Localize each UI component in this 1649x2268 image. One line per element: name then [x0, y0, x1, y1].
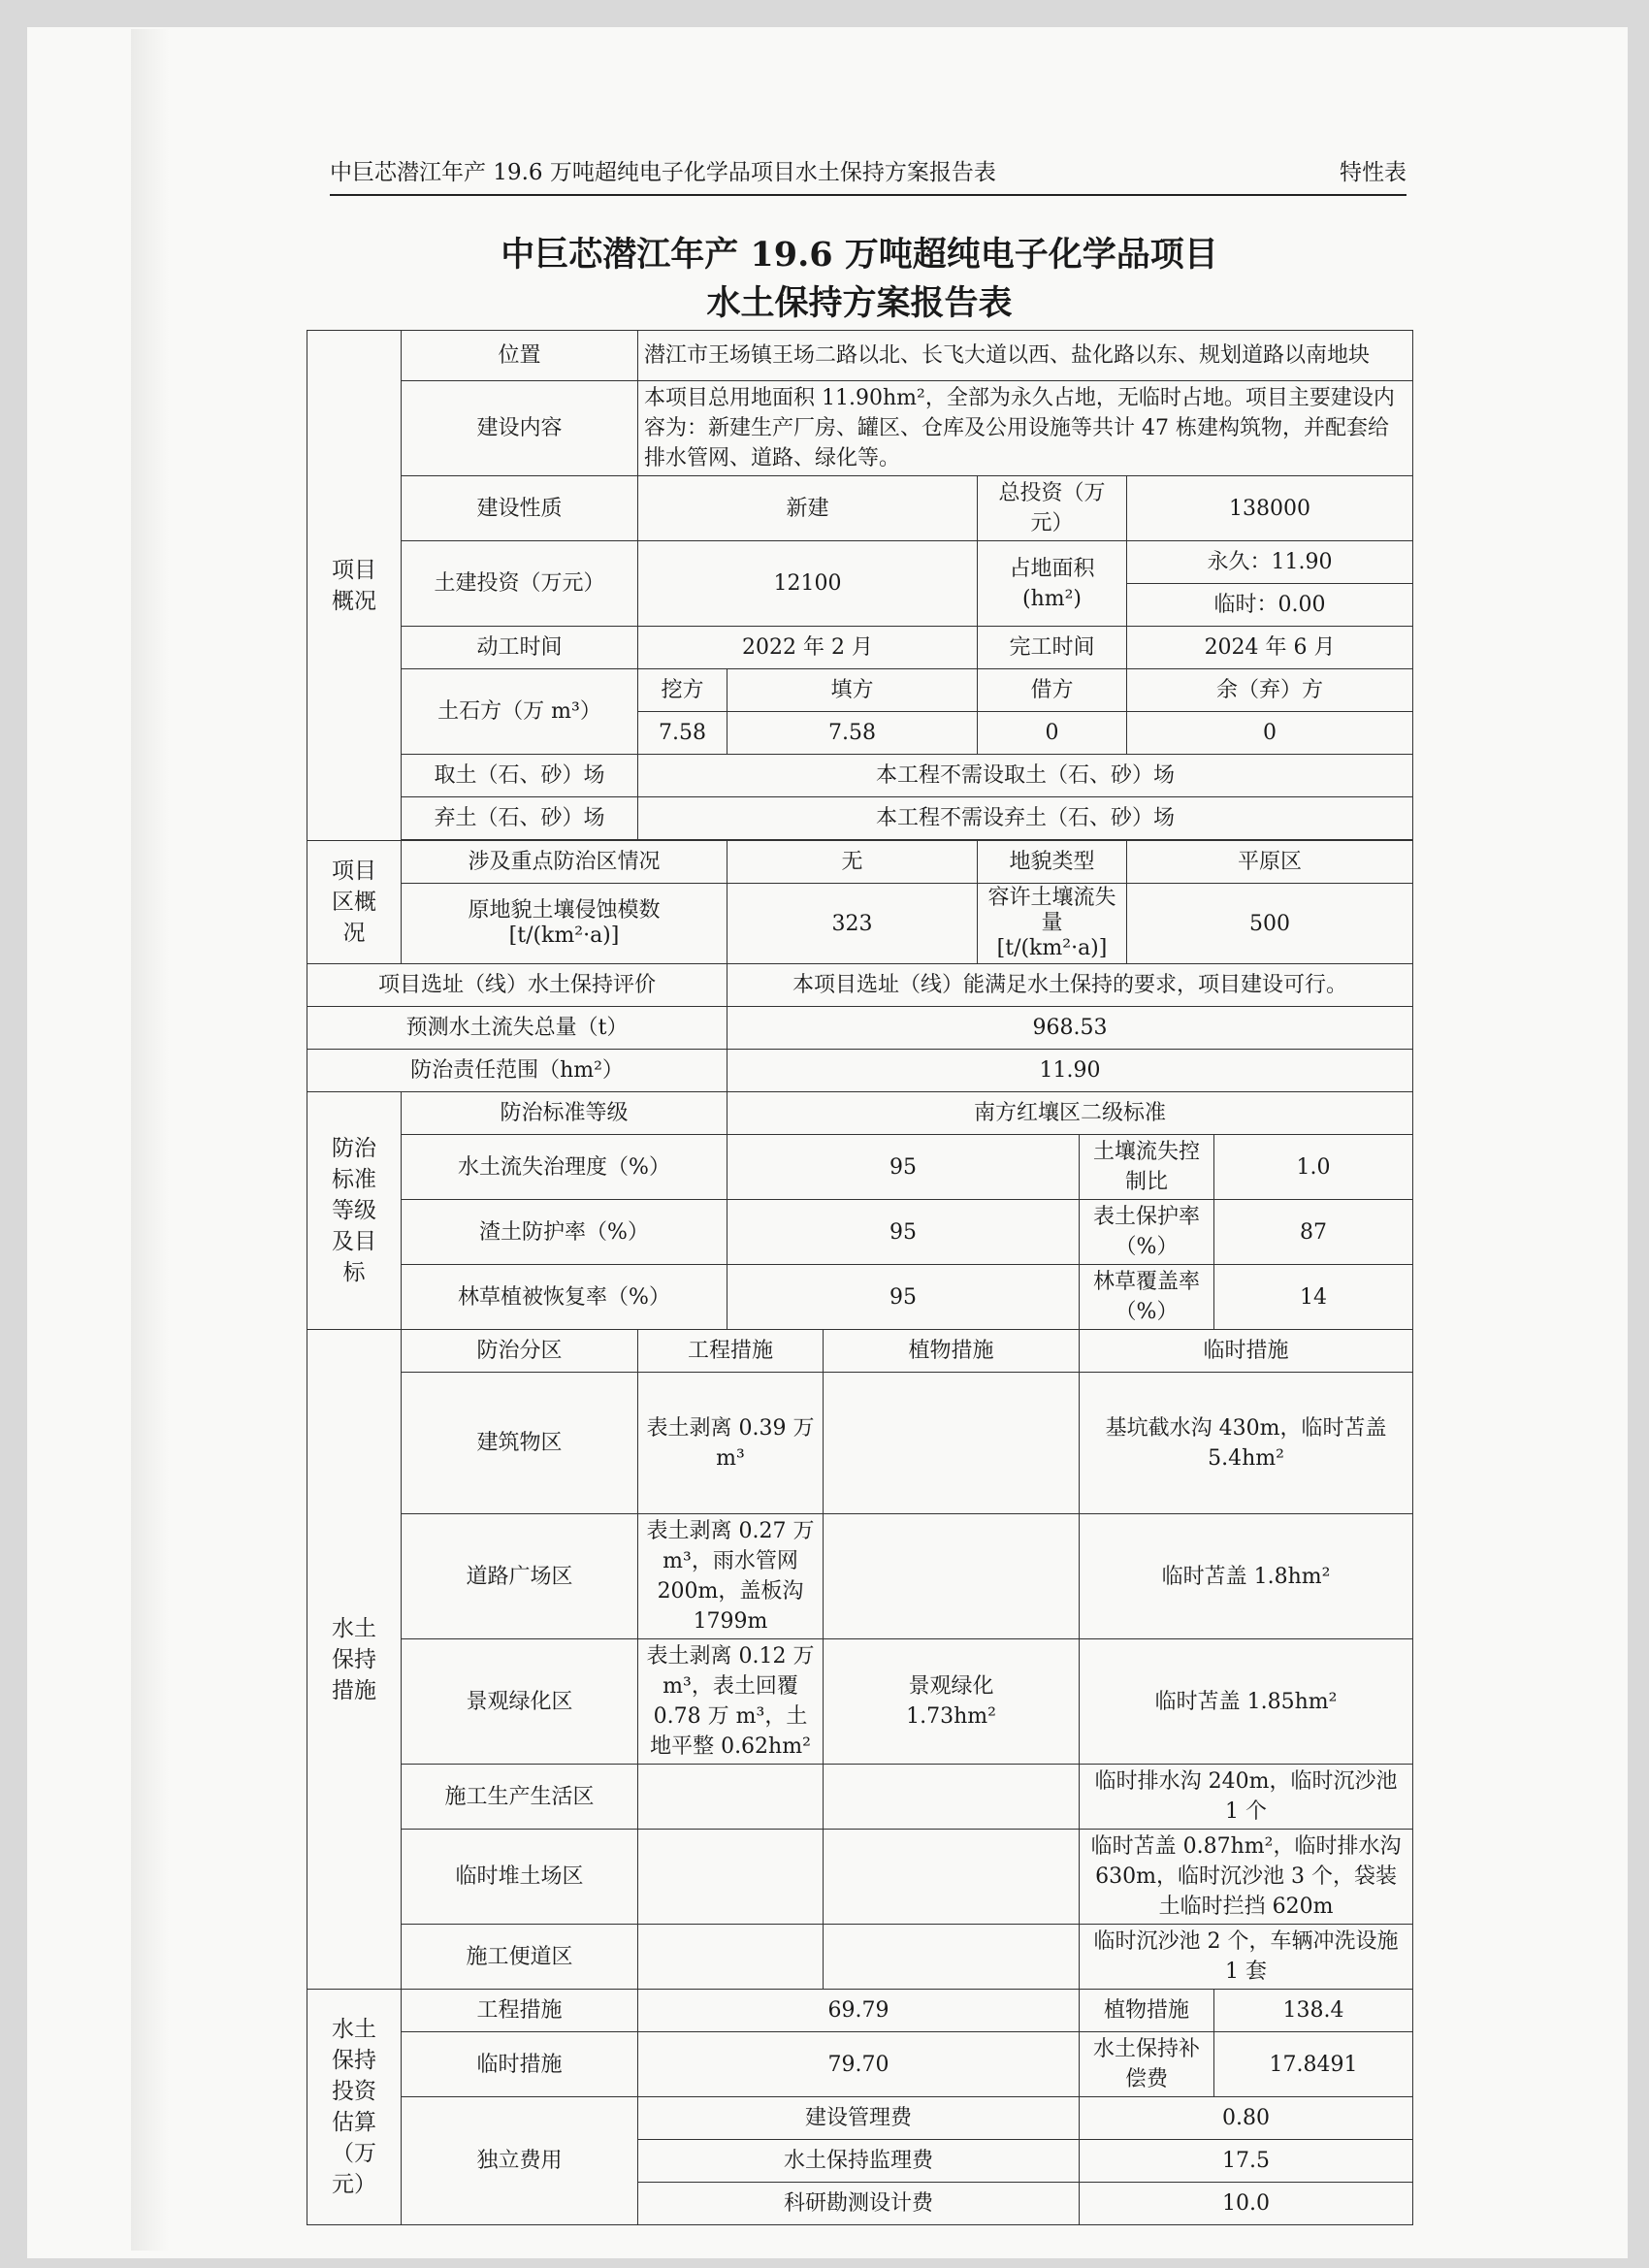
total-invest-value: 138000 [1127, 476, 1413, 541]
measure-plant [824, 1514, 1080, 1639]
spoil-label: 弃土（石、砂）场 [402, 797, 638, 840]
earth-header-fill: 填方 [728, 669, 978, 712]
measure-zone: 建筑物区 [402, 1373, 638, 1514]
landform-label: 地貌类型 [978, 841, 1127, 884]
earth-value-borrow: 0 [978, 712, 1127, 755]
standard-label-1: 水土流失治理度（%） [402, 1135, 728, 1200]
borrow-value: 本工程不需设取土（石、砂）场 [638, 755, 1413, 797]
group-area-overview: 项目 区概 况 [307, 841, 402, 964]
invest-comp-value: 17.8491 [1214, 2032, 1413, 2097]
row-site-evaluation [307, 964, 1413, 1007]
scope-value: 11.90 [728, 1050, 1413, 1092]
document-title [307, 231, 1412, 328]
measure-plant [824, 1830, 1080, 1925]
running-header [330, 155, 1406, 196]
invest-temp-value: 79.70 [638, 2032, 1080, 2097]
group-project-overview: 项目 概况 [307, 331, 402, 841]
measure-header-plant: 植物措施 [824, 1330, 1080, 1373]
row-key-zone [307, 841, 1413, 884]
invest-plant-value: 138.4 [1214, 1990, 1413, 2032]
civil-invest-value: 12100 [638, 541, 978, 627]
nature-label: 建设性质 [402, 476, 638, 541]
standard-row [307, 1265, 1413, 1330]
measure-header-engineering: 工程措施 [638, 1330, 824, 1373]
grade-value: 南方红壤区二级标准 [728, 1092, 1413, 1135]
start-value: 2022 年 2 月 [638, 627, 978, 669]
row-location [307, 331, 1413, 381]
measure-engineering [638, 1925, 824, 1990]
section-label: 特性表 [1340, 160, 1406, 185]
allow-label: 容许土壤流失量 [t/(km²·a)] [978, 884, 1127, 964]
indep-item-value: 10.0 [1080, 2183, 1413, 2225]
key-zone-label: 涉及重点防治区情况 [402, 841, 728, 884]
indep-item-value: 17.5 [1080, 2140, 1413, 2183]
measure-temporary: 临时苫盖 1.85hm² [1080, 1639, 1413, 1765]
standard-value-1: 95 [728, 1200, 1080, 1265]
end-label: 完工时间 [978, 627, 1127, 669]
measure-engineering: 表土剥离 0.27 万 m³，雨水管网 200m，盖板沟 1799m [638, 1514, 824, 1639]
measure-plant [824, 1925, 1080, 1990]
indep-item-label: 水土保持监理费 [638, 2140, 1080, 2183]
grade-label: 防治标准等级 [402, 1092, 728, 1135]
row-standard-grade [307, 1092, 1413, 1135]
indep-item-label: 建设管理费 [638, 2097, 1080, 2140]
standard-label-1: 林草植被恢复率（%） [402, 1265, 728, 1330]
area-temporary: 临时：0.00 [1127, 584, 1413, 627]
standard-row [307, 1200, 1413, 1265]
row-earthwork-headers [307, 669, 1413, 712]
group-investment: 水土 保持 投资 估算 （万 元） [307, 1990, 402, 2225]
row-measure-headers [307, 1330, 1413, 1373]
standard-label-2: 土壤流失控制比 [1080, 1135, 1214, 1200]
invest-plant-label: 植物措施 [1080, 1990, 1214, 2032]
landform-value: 平原区 [1127, 841, 1413, 884]
measure-zone: 施工生产生活区 [402, 1765, 638, 1830]
title-line-1: 中巨芯潜江年产 19.6 万吨超纯电子化学品项目 [501, 235, 1218, 275]
row-responsibility-scope [307, 1050, 1413, 1092]
earth-value-fill: 7.58 [728, 712, 978, 755]
standard-value-2: 14 [1214, 1265, 1413, 1330]
area-label: 占地面积(hm²) [978, 541, 1127, 627]
standard-label-1: 渣土防护率（%） [402, 1200, 728, 1265]
standard-label-2: 林草覆盖率（%） [1080, 1265, 1214, 1330]
measure-row [307, 1765, 1413, 1830]
measure-row [307, 1514, 1413, 1639]
total-invest-label: 总投资（万元） [978, 476, 1127, 541]
standard-row [307, 1135, 1413, 1200]
site-eval-label: 项目选址（线）水土保持评价 [307, 964, 728, 1007]
invest-temp-label: 临时措施 [402, 2032, 638, 2097]
standard-value-1: 95 [728, 1135, 1080, 1200]
row-predicted-loss [307, 1007, 1413, 1050]
loss-label: 预测水土流失总量（t） [307, 1007, 728, 1050]
scope-label: 防治责任范围（hm²） [307, 1050, 728, 1092]
row-borrow-site [307, 755, 1413, 797]
standard-value-1: 95 [728, 1265, 1080, 1330]
spoil-value: 本工程不需设弃土（石、砂）场 [638, 797, 1413, 840]
standard-value-2: 87 [1214, 1200, 1413, 1265]
standard-value-2: 1.0 [1214, 1135, 1413, 1200]
measure-engineering [638, 1765, 824, 1830]
measure-zone: 施工便道区 [402, 1925, 638, 1990]
content-value: 本项目总用地面积 11.90hm²，全部为永久占地，无临时占地。项目主要建设内容为：新建生产厂房、罐区、仓库及公用设施等共计 47 栋建构筑物，并配套给排水管网、道路、绿化等。 [638, 381, 1413, 476]
indep-item-value: 0.80 [1080, 2097, 1413, 2140]
earth-header-cut: 挖方 [638, 669, 728, 712]
content-label: 建设内容 [402, 381, 638, 476]
measure-header-zone: 防治分区 [402, 1330, 638, 1373]
standard-label-2: 表土保护率（%） [1080, 1200, 1214, 1265]
measure-temporary: 临时苫盖 0.87hm²，临时排水沟 630m，临时沉沙池 3 个，袋装土临时拦挡 620m [1080, 1830, 1413, 1925]
measure-engineering: 表土剥离 0.39 万 m³ [638, 1373, 824, 1514]
independent-fee-row [307, 2097, 1413, 2140]
earth-header-borrow: 借方 [978, 669, 1127, 712]
row-construction-content [307, 381, 1413, 476]
erosion-value: 323 [728, 884, 978, 964]
measure-plant [824, 1373, 1080, 1514]
key-zone-value: 无 [728, 841, 978, 884]
end-value: 2024 年 6 月 [1127, 627, 1413, 669]
measure-zone: 道路广场区 [402, 1514, 638, 1639]
borrow-label: 取土（石、砂）场 [402, 755, 638, 797]
measure-row [307, 1639, 1413, 1765]
earth-value-cut: 7.58 [638, 712, 728, 755]
erosion-label: 原地貌土壤侵蚀模数 [t/(km²·a)] [402, 884, 728, 964]
measure-zone: 景观绿化区 [402, 1639, 638, 1765]
measure-temporary: 基坑截水沟 430m，临时苫盖 5.4hm² [1080, 1373, 1413, 1514]
indep-label: 独立费用 [402, 2097, 638, 2225]
group-measures: 水土 保持 措施 [307, 1330, 402, 1990]
group-standards: 防治 标准 等级 及目 标 [307, 1092, 402, 1330]
earth-header-spoil: 余（弃）方 [1127, 669, 1413, 712]
characteristics-table [307, 330, 1413, 2225]
indep-item-label: 科研勘测设计费 [638, 2183, 1080, 2225]
measure-plant [824, 1765, 1080, 1830]
measure-temporary: 临时排水沟 240m，临时沉沙池 1 个 [1080, 1765, 1413, 1830]
measure-row [307, 1925, 1413, 1990]
running-title: 中巨芯潜江年产 19.6 万吨超纯电子化学品项目水土保持方案报告表 [330, 160, 996, 185]
measure-temporary: 临时苫盖 1.8hm² [1080, 1514, 1413, 1639]
row-schedule [307, 627, 1413, 669]
nature-value: 新建 [638, 476, 978, 541]
location-value: 潜江市王场镇王场二路以北、长飞大道以西、盐化路以东、规划道路以南地块 [638, 331, 1413, 381]
earthwork-label: 土石方（万 m³） [402, 669, 638, 755]
invest-comp-label: 水土保持补偿费 [1080, 2032, 1214, 2097]
measure-zone: 临时堆土场区 [402, 1830, 638, 1925]
loss-value: 968.53 [728, 1007, 1413, 1050]
civil-invest-label: 土建投资（万元） [402, 541, 638, 627]
start-label: 动工时间 [402, 627, 638, 669]
row-nature [307, 476, 1413, 541]
invest-eng-value: 69.79 [638, 1990, 1080, 2032]
invest-eng-label: 工程措施 [402, 1990, 638, 2032]
measure-engineering [638, 1830, 824, 1925]
area-permanent: 永久：11.90 [1127, 541, 1413, 584]
row-spoil-site [307, 797, 1413, 840]
location-label: 位置 [402, 331, 638, 381]
measure-header-temporary: 临时措施 [1080, 1330, 1413, 1373]
earth-value-spoil: 0 [1127, 712, 1413, 755]
row-civil-invest [307, 541, 1413, 584]
row-erosion [307, 884, 1413, 964]
row-invest-eng [307, 1990, 1413, 2032]
measure-engineering: 表土剥离 0.12 万 m³，表土回覆 0.78 万 m³，土地平整 0.62hm² [638, 1639, 824, 1765]
measure-plant: 景观绿化 1.73hm² [824, 1639, 1080, 1765]
measure-row [307, 1373, 1413, 1514]
page-gutter-shadow [131, 29, 170, 2251]
measure-temporary: 临时沉沙池 2 个，车辆冲洗设施 1 套 [1080, 1925, 1413, 1990]
allow-value: 500 [1127, 884, 1413, 964]
measure-row [307, 1830, 1413, 1925]
site-eval-value: 本项目选址（线）能满足水土保持的要求，项目建设可行。 [728, 964, 1413, 1007]
title-line-2: 水土保持方案报告表 [706, 283, 1013, 323]
row-invest-temp [307, 2032, 1413, 2097]
